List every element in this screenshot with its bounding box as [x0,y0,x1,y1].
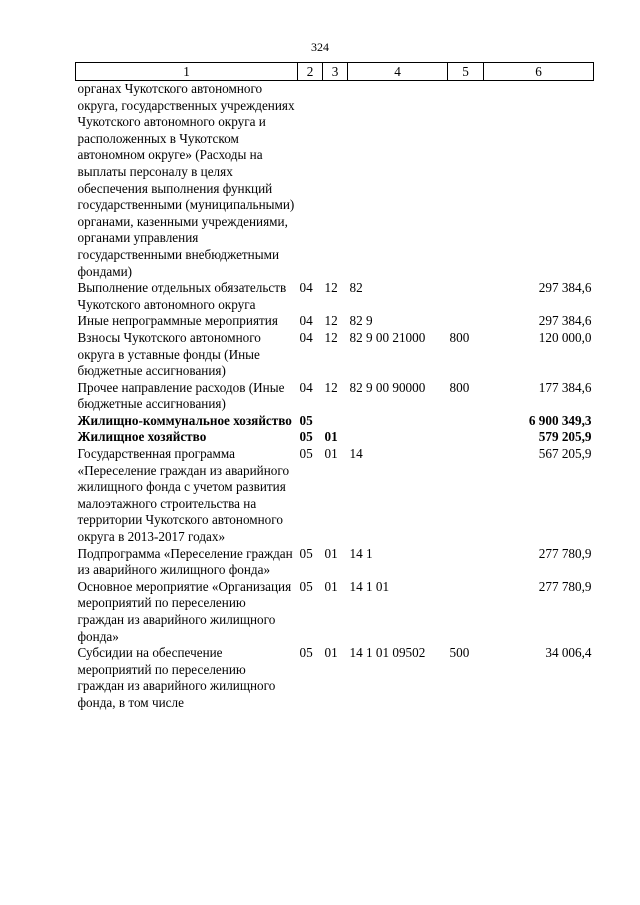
row-section-cell: 05 [299,412,313,428]
table-header-row [76,63,594,81]
row-section-cell: 04 [299,379,313,395]
row-section-cell: 05 [299,429,313,445]
row-subsection-cell: 12 [324,379,338,395]
row-target-article-cell: 82 9 [349,313,373,329]
row-expense-type-cell: 500 [449,645,470,661]
row-expense-type-cell [448,429,484,446]
row-name-cell: Выполнение отдельных обязательств Чукотского автономного округа [77,280,287,312]
row-target-article-cell: 82 [349,280,363,296]
row-subsection-cell [323,81,348,281]
page-number: 324 [311,40,329,54]
row-name-cell: органах Чукотского автономного округа, государственных учреждениях Чукотского автономного округа и расположенных в Чукотском автономном округе» (Расходы на выплаты персоналу в целях обеспечения выполнения функций государственными (муниципальными) органами, казенными учреждениями, органами управления государственными внебюджетными фондами) [77,81,295,279]
row-name-cell: Подпрограмма «Переселение граждан из аварийного жилищного фонда» [77,545,293,578]
table-row [76,645,594,711]
row-amount-cell: 277 780,9 [538,578,592,594]
row-section-cell [298,81,323,281]
row-subsection-cell: 01 [324,645,338,661]
column-header: 6 [484,63,594,81]
row-section-cell: 05 [299,545,313,561]
row-name-cell: Государственная программа «Переселение граждан из аварийного жилищного фонда с учетом развития малоэтажного строительства на территории Чукотского автономного округа в 2013-2017 годах» [77,446,290,545]
table-row [76,579,594,645]
row-expense-type-cell [448,280,484,313]
row-target-article-cell [348,81,448,281]
row-target-article-cell: 14 [349,446,363,462]
table-row [76,81,594,281]
row-target-article-cell [348,429,448,446]
row-subsection-cell: 01 [324,578,338,594]
row-section-cell: 05 [299,446,313,462]
row-subsection-cell: 01 [324,429,338,445]
row-section-cell: 04 [299,329,313,345]
row-subsection-cell: 12 [324,329,338,345]
row-name-cell: Иные непрограммные мероприятия [77,313,278,329]
row-name-cell: Жилищное хозяйство [77,429,207,445]
row-amount-cell: 567 205,9 [538,446,592,462]
row-subsection-cell [323,413,348,430]
table-row [76,280,594,313]
row-target-article-cell: 82 9 00 90000 [349,379,426,395]
column-header: 2 [298,63,323,81]
row-expense-type-cell [448,579,484,645]
row-subsection-cell: 12 [324,313,338,329]
row-name-cell: Жилищно-коммунальное хозяйство [77,412,292,428]
row-section-cell: 04 [299,280,313,296]
row-expense-type-cell [448,81,484,281]
row-amount-cell: 34 006,4 [545,645,592,661]
row-amount-cell: 120 000,0 [538,329,592,345]
row-amount-cell: 177 384,6 [538,379,592,395]
row-expense-type-cell [448,413,484,430]
row-target-article-cell: 14 1 [349,545,373,561]
row-amount-cell: 277 780,9 [538,545,592,561]
table-row [76,313,594,330]
row-section-cell: 05 [299,645,313,661]
row-name-cell: Взносы Чукотского автономного округа в уставные фонды (Иные бюджетные ассигнования) [77,329,261,379]
column-header: 1 [76,63,298,81]
row-name-cell: Субсидии на обеспечение мероприятий по переселению граждан из аварийного жилищного фонда, в том числе [77,645,276,710]
column-header: 3 [323,63,348,81]
row-amount-cell [484,81,594,281]
row-name-cell: Прочее направление расходов (Иные бюджетные ассигнования) [77,379,285,412]
table-row [76,330,594,380]
row-subsection-cell: 01 [324,545,338,561]
row-target-article-cell: 14 1 01 09502 [349,645,426,661]
row-name-cell: Основное мероприятие «Организация мероприятий по переселению граждан из аварийного жилищного фонда» [77,578,292,644]
row-amount-cell: 579 205,9 [538,429,592,445]
table-row [76,413,594,430]
table-row [76,380,594,413]
row-expense-type-cell [448,313,484,330]
row-amount-cell: 6 900 349,3 [528,412,592,428]
row-expense-type-cell: 800 [449,329,470,345]
row-target-article-cell: 14 1 01 [349,578,390,594]
budget-table [75,62,594,712]
row-amount-cell: 297 384,6 [538,313,592,329]
column-header: 5 [448,63,484,81]
row-amount-cell: 297 384,6 [538,280,592,296]
row-subsection-cell: 12 [324,280,338,296]
table-row [76,446,594,546]
row-expense-type-cell [448,546,484,579]
row-target-article-cell [348,413,448,430]
column-header: 4 [348,63,448,81]
row-expense-type-cell [448,446,484,546]
row-section-cell: 04 [299,313,313,329]
row-target-article-cell: 82 9 00 21000 [349,329,426,345]
row-expense-type-cell: 800 [449,379,470,395]
table-row [76,429,594,446]
row-section-cell: 05 [299,578,313,594]
row-subsection-cell: 01 [324,446,338,462]
table-row [76,546,594,579]
